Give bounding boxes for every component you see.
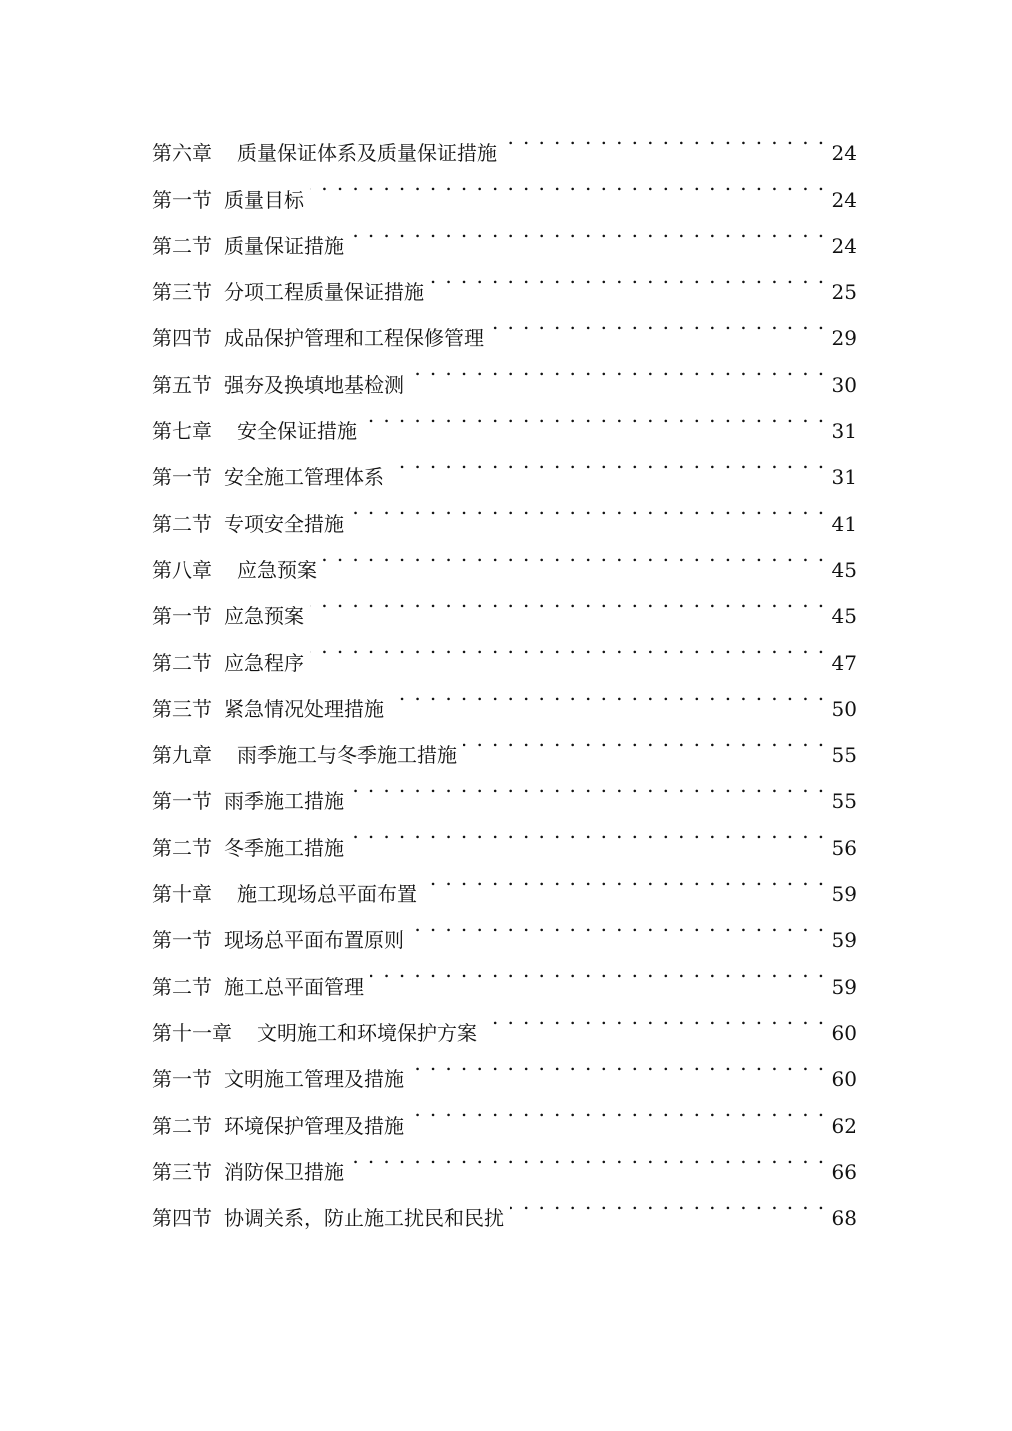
toc-page-number: 60 [831,1020,857,1045]
toc-dot-leader [390,670,826,716]
toc-entry-number: 第一节 [152,1067,212,1092]
toc-dot-leader [410,1040,826,1086]
toc-entry-title: 冬季施工措施 [224,835,344,860]
toc-page-number: 31 [831,465,857,490]
toc-page-number: 62 [831,1113,857,1138]
toc-dot-leader [503,114,826,160]
toc-dot-leader [350,1133,826,1179]
toc-entry-title: 安全施工管理体系 [224,465,384,490]
toc-entry-title: 现场总平面布置原则 [224,928,404,953]
toc-entry-title: 专项安全措施 [224,511,344,536]
toc-entry-title: 成品保护管理和工程保修管理 [224,326,484,351]
toc-entry-title: 质量保证措施 [224,233,344,258]
toc-entry-title: 文明施工和环境保护方案 [257,1020,477,1045]
toc-page-number: 47 [831,650,857,675]
toc-entry-number: 第二节 [152,233,212,258]
toc-entry-number: 第十章 [152,882,212,907]
toc-chapter-entry[interactable] [152,114,857,166]
toc-entry-title: 质量保证体系及质量保证措施 [237,141,497,166]
toc-dot-leader [350,808,826,854]
toc-page-number: 66 [831,1159,857,1184]
toc-dot-leader [350,762,826,808]
toc-entry-title: 应急预案 [237,557,317,582]
toc-page-number: 31 [831,419,857,444]
toc-entry-number: 第二节 [152,1113,212,1138]
toc-dot-leader [410,345,826,391]
toc-entry-number: 第三节 [152,280,212,305]
toc-entry-number: 第一节 [152,928,212,953]
toc-entry-number: 第四节 [152,1206,212,1231]
toc-page-number: 24 [831,233,857,258]
toc-entry-title: 雨季施工与冬季施工措施 [237,743,457,768]
toc-page-number: 45 [831,604,857,629]
toc-page-number: 55 [831,743,857,768]
toc-entry-title: 质量目标 [224,187,304,212]
toc-dot-leader [323,531,826,577]
toc-entry-number: 第四节 [152,326,212,351]
toc-entry-number: 第三节 [152,696,212,721]
toc-entry-title: 消防保卫措施 [224,1159,344,1184]
toc-entry-number: 第三节 [152,1159,212,1184]
toc-entry-title: 应急程序 [224,650,304,675]
toc-entry-number: 第一节 [152,465,212,490]
toc-dot-leader [363,392,826,438]
toc-dot-leader [490,299,826,345]
toc-page-number: 25 [831,280,857,305]
toc-page-number: 59 [831,928,857,953]
toc-entry-number: 第二节 [152,974,212,999]
toc-dot-leader [430,253,826,299]
toc-entry-number: 第二节 [152,650,212,675]
toc-entry-number: 第九章 [152,743,212,768]
toc-page-number: 60 [831,1067,857,1092]
toc-page-number: 59 [831,882,857,907]
toc-entry-title: 分项工程质量保证措施 [224,280,424,305]
toc-dot-leader [463,716,826,762]
toc-entry-number: 第二节 [152,835,212,860]
toc-page-number: 50 [831,696,857,721]
toc-page-number: 41 [831,511,857,536]
toc-entry-title: 安全保证措施 [237,419,357,444]
toc-entry-title: 雨季施工措施 [224,789,344,814]
toc-entry-title: 文明施工管理及措施 [224,1067,404,1092]
toc-dot-leader [410,1086,826,1132]
toc-entry-number: 第六章 [152,141,212,166]
toc-dot-leader [483,994,826,1040]
toc-dot-leader [310,160,826,206]
toc-dot-leader [350,207,826,253]
toc-entry-title: 施工现场总平面布置 [237,882,417,907]
toc-entry-number: 第一节 [152,604,212,629]
toc-page-number: 56 [831,835,857,860]
toc-dot-leader [423,855,826,901]
toc-page-number: 24 [831,141,857,166]
toc-page-number: 59 [831,974,857,999]
table-of-contents [152,114,857,1231]
toc-dot-leader [370,947,826,993]
toc-entry-title: 应急预案 [224,604,304,629]
toc-entry-title: 施工总平面管理 [224,974,364,999]
toc-entry-number: 第七章 [152,419,212,444]
toc-dot-leader [310,577,826,623]
toc-dot-leader [310,623,826,669]
toc-page-number: 68 [831,1206,857,1231]
toc-dot-leader [350,484,826,530]
toc-page-number: 24 [831,187,857,212]
toc-entry-number: 第五节 [152,372,212,397]
toc-dot-leader [410,901,826,947]
toc-page-number: 29 [831,326,857,351]
toc-page-number: 45 [831,557,857,582]
toc-dot-leader [390,438,826,484]
toc-entry-number: 第八章 [152,557,212,582]
toc-page-number: 30 [831,372,857,397]
toc-entry-number: 第十一章 [152,1020,232,1045]
toc-entry-title: 环境保护管理及措施 [224,1113,404,1138]
toc-entry-title: 强夯及换填地基检测 [224,372,404,397]
toc-entry-number: 第二节 [152,511,212,536]
toc-entry-title: 协调关系，防止施工扰民和民扰 [224,1206,504,1231]
toc-page-number: 55 [831,789,857,814]
toc-entry-number: 第一节 [152,789,212,814]
toc-entry-title: 紧急情况处理措施 [224,696,384,721]
toc-entry-number: 第一节 [152,187,212,212]
toc-dot-leader [510,1179,826,1225]
